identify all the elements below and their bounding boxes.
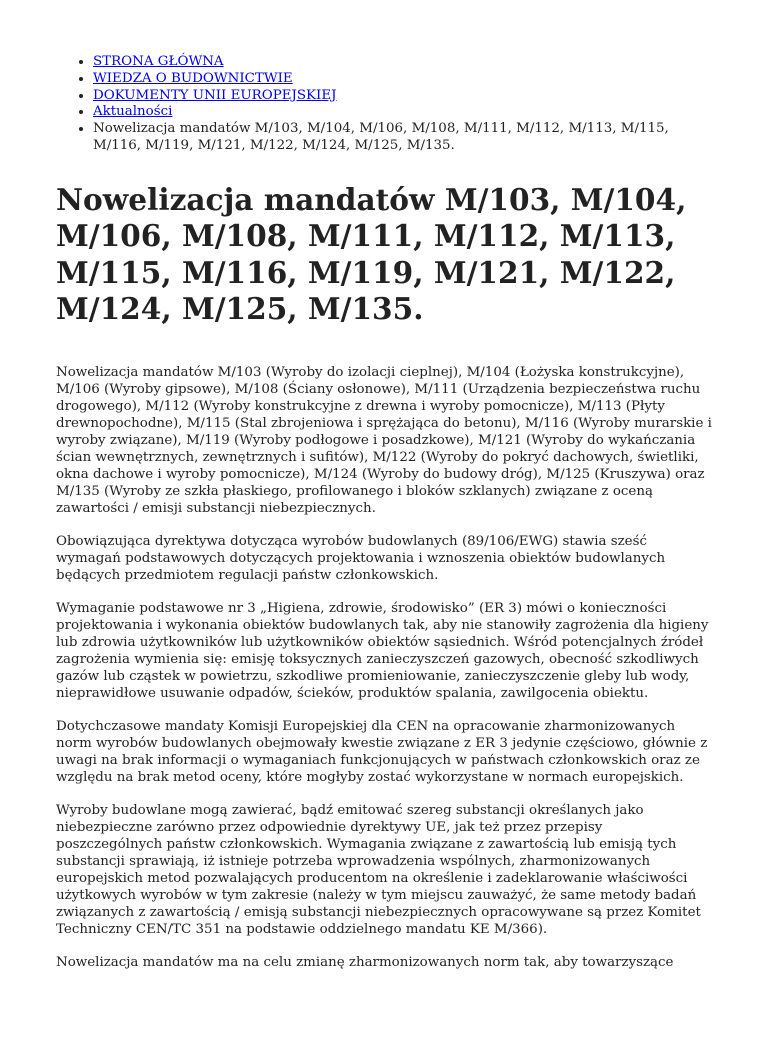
article-paragraph-2: Obowiązująca dyrektywa dotycząca wyrobów budowlanych (89/106/EWG) stawia sześć wymagań podstawowych dotyczących projektowania i wznoszenia obiektów budowlanych będących przedmiotem regulacji państw członkowskich. bbox=[56, 533, 666, 583]
article-paragraph-5: Wyroby budowlane mogą zawierać, bądź emitować szereg substancji określanych jako niebezpieczne zarówno przez odpowiednie dyrektywy UE, jak też przez przepisy poszczególnych państw członkowskich. Wymagania związane z zawartością lub emisją tych substancji sprawiają, iż istnieje potrzeba wprowadzenia wspólnych, zharmonizowanych europejskich metod pozwalających producentom na określenie i zadeklarowanie właściwości użytkowych wyrobów w tym zakresie (należy w tym miejscu zauważyć, że same metody badań związanych z zawartością / emisją substancji niebezpiecznych opracowywane są przez Komitet Techniczny CEN/TC 351 na podstawie oddzielnego mandatu KE M/366). bbox=[56, 802, 701, 937]
breadcrumb bbox=[56, 54, 712, 155]
breadcrumb-item-current: • Nowelizacja mandatów M/103, M/104, M/106, M/108, M/111, M/112, M/113, M/115, M/116, M/119, M/121, M/122, M/124, M/125, M/135. bbox=[93, 121, 712, 155]
breadcrumb-link-home[interactable]: STRONA GŁÓWNA bbox=[93, 54, 224, 69]
breadcrumb-link-eu-documents[interactable]: DOKUMENTY UNII EUROPEJSKIEJ bbox=[93, 87, 337, 103]
article-paragraph-1: Nowelizacja mandatów M/103 (Wyroby do izolacji cieplnej), M/104 (Łożyska konstrukcyjne), M/106 (Wyroby gipsowe), M/108 (Ściany osłonowe), M/111 (Urządzenia bezpieczeństwa ruchu drogowego), M/112 (Wyroby konstrukcyjne z drewna i wyroby pomocnicze), M/113 (Płyty drewnopochodne), M/115 (Stal zbrojeniowa i sprężająca do betonu), M/116 (Wyroby murarskie i wyroby związane), M/119 (Wyroby podłogowe i posadzkowe), M/121 (Wyroby do wykańczania ścian wewnętrznych, zewnętrznych i sufitów), M/122 (Wyroby do pokryć dachowych, świetliki, okna dachowe i wyroby pomocnicze), M/124 (Wyroby do budowy dróg), M/125 (Kruszywa) oraz M/135 (Wyroby ze szkła płaskiego, profilowanego i bloków szklanych) związane z oceną zawartości / emisji substancji niebezpiecznych. bbox=[56, 364, 712, 516]
page-title: Nowelizacja mandatów M/103, M/104, M/106, M/108, M/111, M/112, M/113, M/115, M/116, M/119, M/121, M/122, M/124, M/125, M/135. bbox=[56, 181, 687, 327]
breadcrumb-item-knowledge bbox=[93, 71, 712, 88]
article-body bbox=[56, 364, 712, 971]
breadcrumb-item-news bbox=[93, 104, 712, 121]
article-paragraph-3: Wymaganie podstawowe nr 3 „Higiena, zdrowie, środowisko” (ER 3) mówi o konieczności projektowania i wykonania obiektów budowlanych tak, aby nie stanowiły zagrożenia dla higieny lub zdrowia użytkowników lub użytkowników obiektów sąsiednich. Wśród potencjalnych źródeł zagrożenia wymienia się: emisję toksycznych zanieczyszczeń gazowych, obecność szkodliwych gazów lub cząstek w powietrzu, szkodliwe promieniowanie, zanieczyszczenie gleby lub wody, nieprawidłowe usuwanie odpadów, ścieków, produktów spalania, zawilgocenia obiektu. bbox=[56, 600, 709, 701]
breadcrumb-link-knowledge[interactable]: WIEDZA O BUDOWNICTWIE bbox=[93, 70, 293, 86]
breadcrumb-link-news[interactable]: Aktualności bbox=[93, 104, 173, 120]
breadcrumb-item-home bbox=[93, 54, 712, 71]
page bbox=[0, 54, 768, 971]
article-paragraph-6: Nowelizacja mandatów ma na celu zmianę zharmonizowanych norm tak, aby towarzyszące bbox=[56, 954, 674, 970]
article-paragraph-4: Dotychczasowe mandaty Komisji Europejskiej dla CEN na opracowanie zharmonizowanych norm wyrobów budowlanych obejmowały kwestie związane z ER 3 jedynie częściowo, głównie z uwagi na brak informacji o wymaganiach funkcjonujących w państwach członkowskich oraz ze względu na brak metod oceny, które mogłyby zostać wykorzystane w normach europejskich. bbox=[56, 718, 708, 785]
breadcrumb-item-eu-documents bbox=[93, 88, 712, 105]
